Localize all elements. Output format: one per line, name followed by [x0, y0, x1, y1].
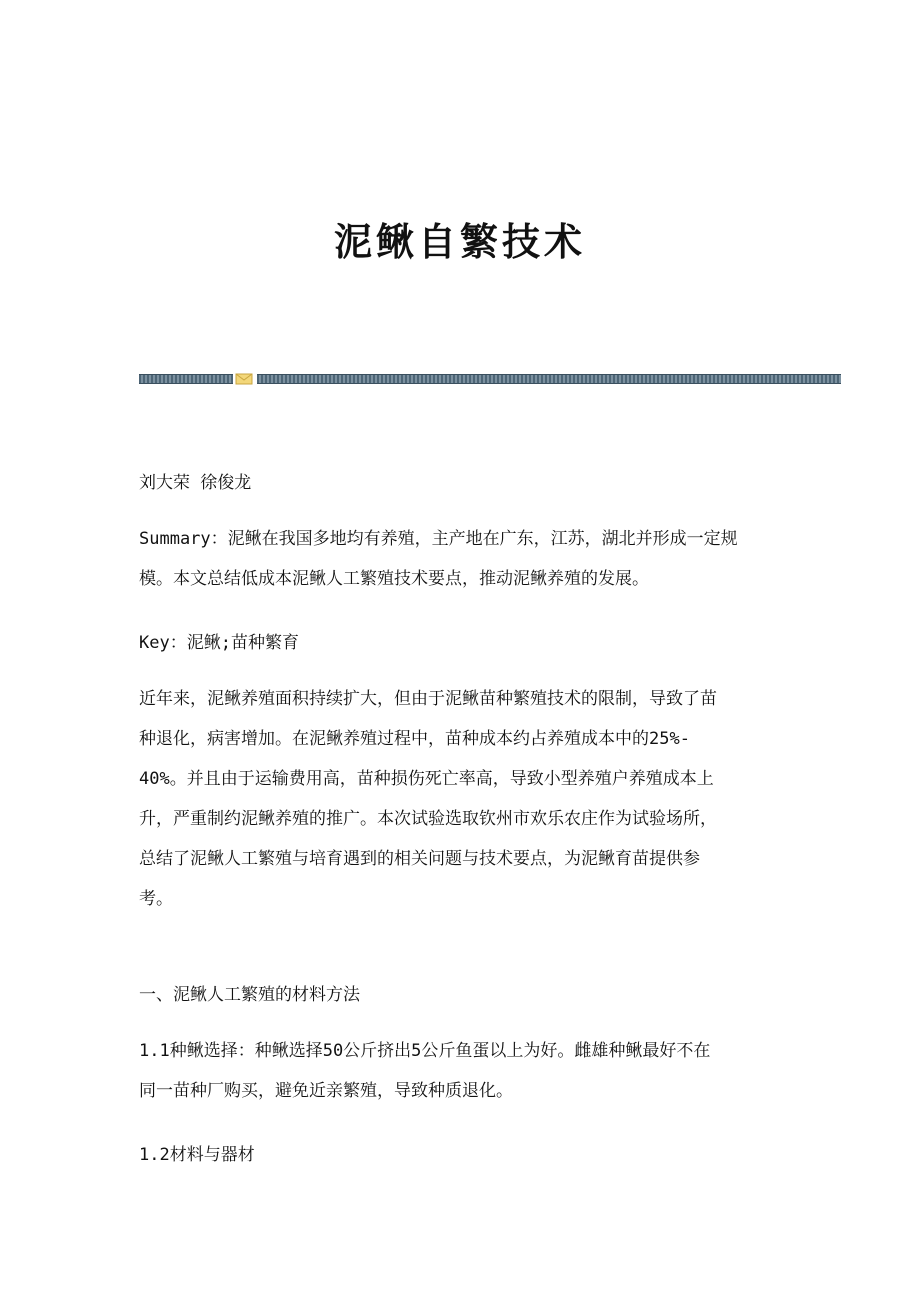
- intro-line-4: 升，严重制约泥鳅养殖的推广。本次试验选取钦州市欢乐农庄作为试验场所，: [139, 809, 717, 829]
- intro-line-6: 考。: [139, 889, 173, 909]
- authors: 刘大荣 徐俊龙: [139, 473, 252, 493]
- intro-line-5: 总结了泥鳅人工繁殖与培育遇到的相关问题与技术要点，为泥鳅育苗提供参: [139, 849, 700, 869]
- envelope-icon: [235, 372, 253, 386]
- section-1-heading-text: 一、泥鳅人工繁殖的材料方法: [139, 985, 360, 1005]
- keywords: Key：泥鳅;苗种繁育: [139, 633, 299, 653]
- summary-line-1: Summary：泥鳅在我国多地均有养殖，主产地在广东，江苏，湖北并形成一定规: [139, 529, 738, 549]
- sub-1-1-line-2: 同一苗种厂购买，避免近亲繁殖，导致种质退化。: [139, 1081, 513, 1101]
- title-divider-left: [139, 374, 233, 384]
- sub-1-1-line-1: 1.1种鳅选择：种鳅选择50公斤挤出5公斤鱼蛋以上为好。雌雄种鳅最好不在: [139, 1041, 711, 1061]
- title-divider-right: [257, 374, 841, 384]
- intro-line-2: 种退化，病害增加。在泥鳅养殖过程中，苗种成本约占养殖成本中的25%-: [139, 729, 690, 749]
- intro-line-3: 40%。并且由于运输费用高，苗种损伤死亡率高，导致小型养殖户养殖成本上: [139, 769, 714, 789]
- document-title: 泥鳅自繁技术: [333, 219, 586, 264]
- summary-line-2: 模。本文总结低成本泥鳅人工繁殖技术要点，推动泥鳅养殖的发展。: [139, 569, 649, 589]
- sub-1-2-heading-text: 1.2材料与器材: [139, 1145, 255, 1165]
- intro-line-1: 近年来，泥鳅养殖面积持续扩大，但由于泥鳅苗种繁殖技术的限制，导致了苗: [139, 689, 717, 709]
